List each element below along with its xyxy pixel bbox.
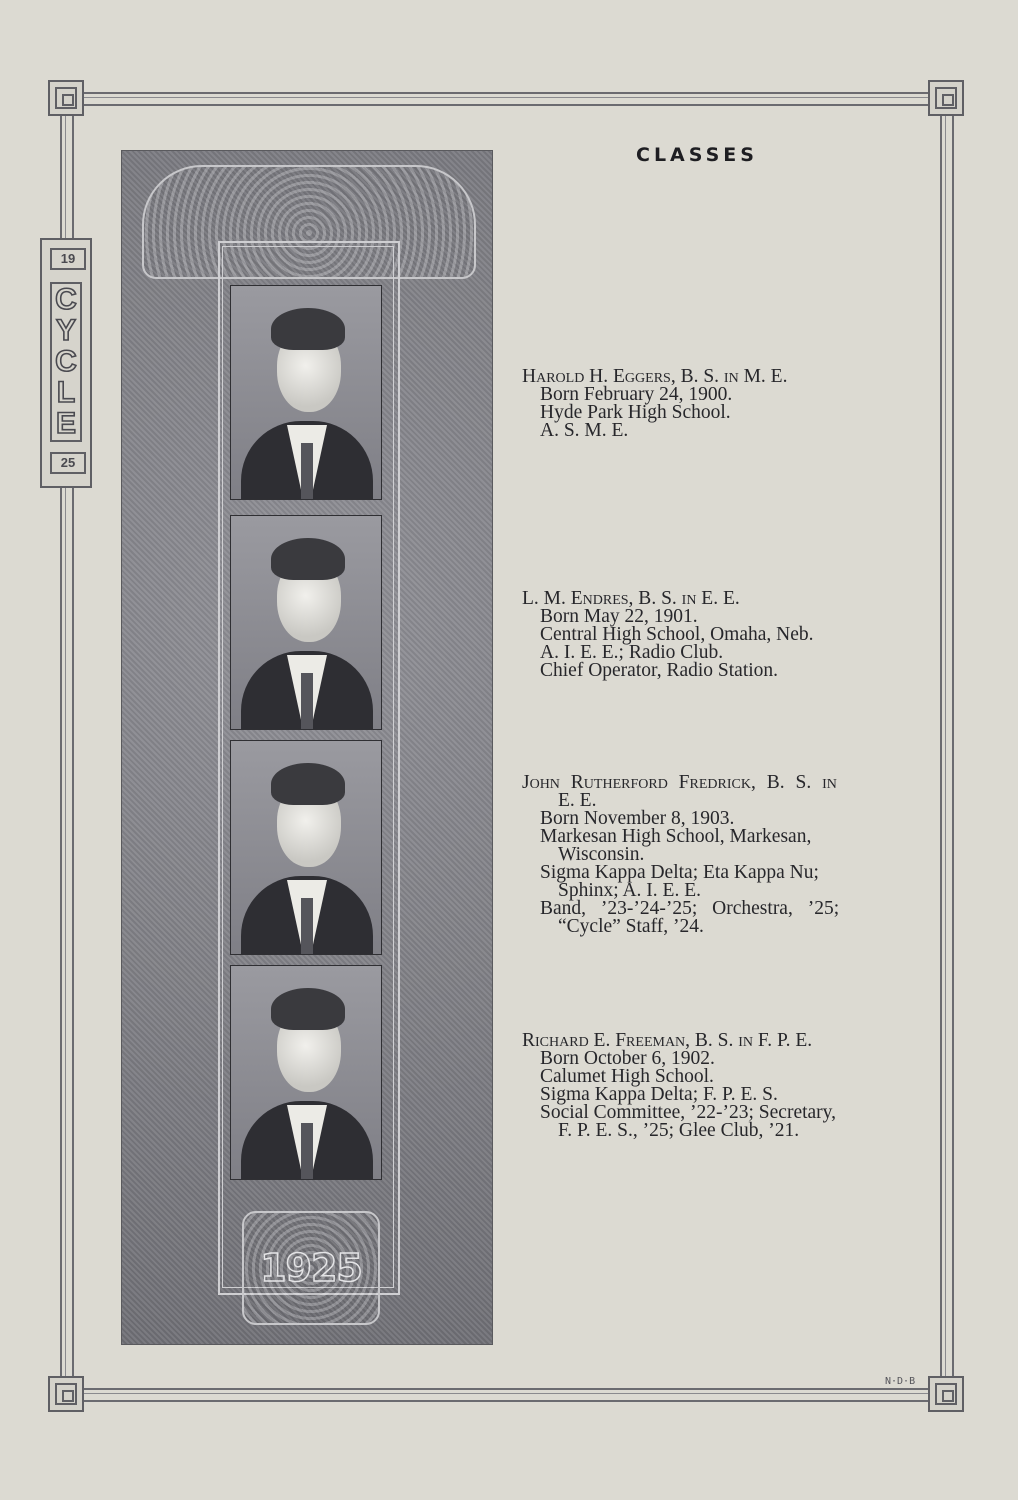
entry-line: Calumet High School. [540,1066,714,1087]
entry-line: Band, ’23-’24-’25; Orchestra, ’25; [540,898,840,919]
portrait-eggers [230,285,382,500]
border-top [70,92,950,106]
portrait-tie [301,673,313,729]
entry-line: Markesan High School, Markesan, [540,826,812,847]
emblem-letter: C [55,282,77,316]
corner-ornament-top-right [928,80,964,116]
panel-year: 1925 [260,1246,362,1290]
entry-line: Social Committee, ’22-’23; Secretary, [540,1102,837,1123]
entry-line: A. S. M. E. [540,420,629,441]
emblem-letter: E [55,407,76,441]
entry-line: “Cycle” Staff, ’24. [558,916,704,937]
artist-mark: N·D·B [885,1376,916,1387]
portrait-tie [301,898,313,954]
emblem-year-top: 19 [50,248,86,270]
class-entry-fredrick [522,774,867,936]
class-entry-eggers [522,368,872,440]
portrait-freeman [230,965,382,1180]
portrait-hair [271,988,345,1030]
class-entry-endres [522,590,872,680]
entry-line: A. I. E. E.; Radio Club. [540,642,724,663]
section-title: CLASSES [636,144,758,166]
entry-line: Sphinx; A. I. E. E. [558,880,702,901]
entry-line: Central High School, Omaha, Neb. [540,624,814,645]
corner-ornament-top-left [48,80,84,116]
student-name: Harold H. Eggers, B. S. in M. E. [522,366,788,387]
portrait-endres [230,515,382,730]
entry-line: Born October 6, 1902. [540,1048,715,1069]
entry-line: Born February 24, 1900. [540,384,733,405]
border-bottom [70,1388,950,1402]
entry-line: Sigma Kappa Delta; F. P. E. S. [540,1084,778,1105]
student-name-continued: E. E. [558,790,597,811]
entry-line: F. P. E. S., ’25; Glee Club, ’21. [558,1120,800,1141]
border-right [940,110,954,1380]
panel-year-plate [242,1211,380,1325]
entry-line: Born November 8, 1903. [540,808,735,829]
emblem-year-bottom: 25 [50,452,86,474]
entry-line: Sigma Kappa Delta; Eta Kappa Nu; [540,862,819,883]
portrait-hair [271,763,345,805]
student-name: L. M. Endres, B. S. in E. E. [522,588,740,609]
entry-line: Wisconsin. [558,844,645,865]
student-name: John Rutherford Fredrick, B. S. in [522,772,837,793]
emblem-word [50,282,82,442]
portrait-hair [271,538,345,580]
student-name: Richard E. Freeman, B. S. in F. P. E. [522,1030,813,1051]
portrait-fredrick [230,740,382,955]
emblem-letter: C [55,344,77,378]
corner-ornament-bottom-left [48,1376,84,1412]
emblem-letter: L [56,376,76,410]
emblem-letter: Y [55,313,76,347]
entry-line: Born May 22, 1901. [540,606,698,627]
corner-ornament-bottom-right [928,1376,964,1412]
entry-line: Hyde Park High School. [540,402,731,423]
portrait-hair [271,308,345,350]
cycle-emblem [40,238,92,488]
portrait-tie [301,1123,313,1179]
class-entry-freeman [522,1032,872,1140]
portrait-tie [301,443,313,499]
entry-line: Chief Operator, Radio Station. [540,660,779,681]
